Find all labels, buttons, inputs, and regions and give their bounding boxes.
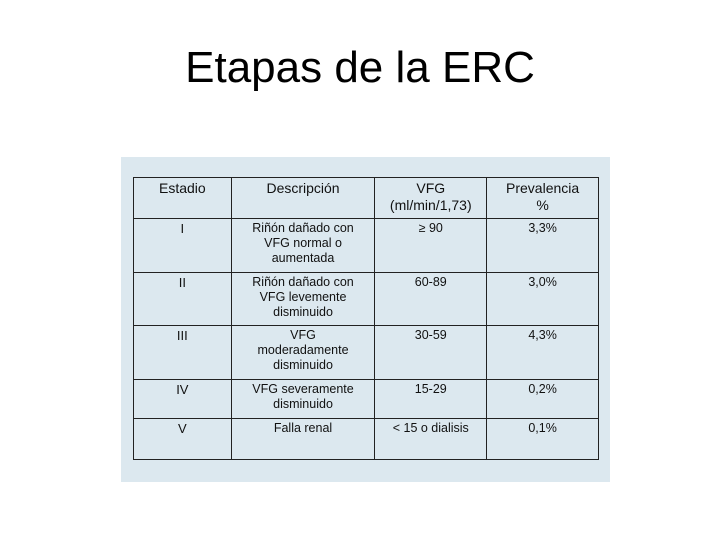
header-stage: Estadio — [134, 178, 232, 219]
header-description: Descripción — [231, 178, 375, 219]
table-row — [134, 419, 599, 460]
cell-stage: V — [134, 419, 232, 460]
ckd-stages-table — [133, 177, 599, 460]
cell-gfr: < 15 o dialisis — [375, 419, 487, 460]
table-row — [134, 380, 599, 419]
cell-prevalence: 0,1% — [487, 419, 599, 460]
table-header-row — [134, 178, 599, 219]
cell-description: VFG moderadamente disminuido — [231, 326, 375, 380]
header-prevalence: Prevalencia % — [487, 178, 599, 219]
cell-gfr: 30-59 — [375, 326, 487, 380]
table-row — [134, 219, 599, 273]
header-gfr: VFG (ml/min/1,73) — [375, 178, 487, 219]
cell-stage: II — [134, 273, 232, 326]
cell-description: Riñón dañado con VFG levemente disminuido — [231, 273, 375, 326]
cell-stage: III — [134, 326, 232, 380]
cell-prevalence: 4,3% — [487, 326, 599, 380]
cell-stage: IV — [134, 380, 232, 419]
cell-description: VFG severamente disminuido — [231, 380, 375, 419]
cell-description: Riñón dañado con VFG normal o aumentada — [231, 219, 375, 273]
cell-prevalence: 3,3% — [487, 219, 599, 273]
table-row — [134, 326, 599, 380]
cell-prevalence: 0,2% — [487, 380, 599, 419]
cell-gfr: ≥ 90 — [375, 219, 487, 273]
cell-prevalence: 3,0% — [487, 273, 599, 326]
cell-stage: I — [134, 219, 232, 273]
cell-gfr: 15-29 — [375, 380, 487, 419]
cell-gfr: 60-89 — [375, 273, 487, 326]
cell-description: Falla renal — [231, 419, 375, 460]
slide-title: Etapas de la ERC — [185, 43, 535, 92]
table-row — [134, 273, 599, 326]
